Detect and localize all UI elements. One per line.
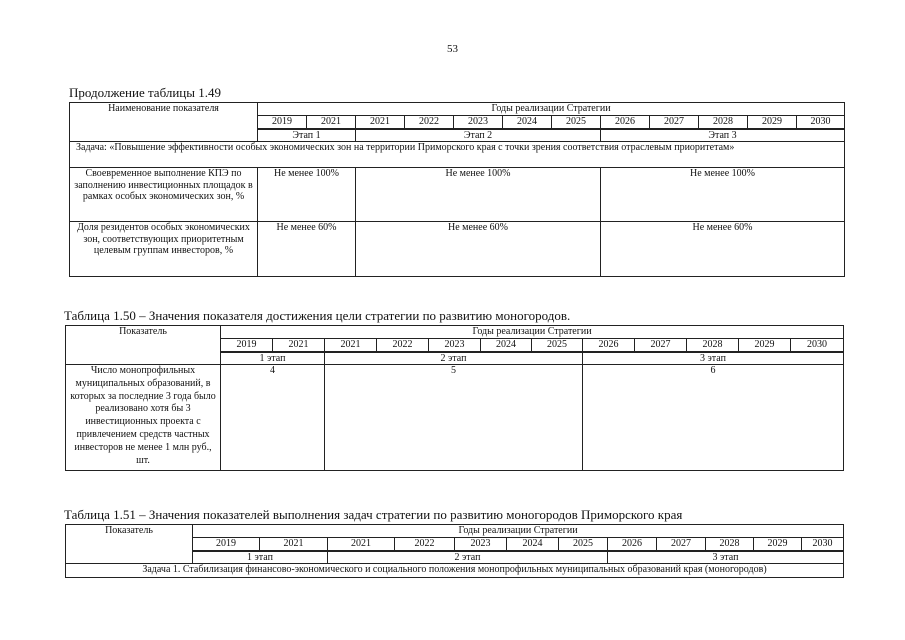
table-150-caption: Таблица 1.50 – Значения показателя достижения цели стратегии по развитию моногородов.	[64, 308, 571, 323]
value-cell: 6	[583, 365, 844, 471]
year-cell: 2021	[307, 116, 356, 129]
header-years: Годы реализации Стратегии	[193, 525, 844, 538]
year-cell: 2028	[706, 538, 754, 551]
stage-cell: Этап 2	[356, 129, 601, 142]
indicator-cell: Своевременное выполнение КПЭ по заполнению инвестиционных площадок в рамках особых экономических зон, %	[70, 168, 258, 222]
year-cell: 2026	[583, 339, 635, 352]
year-cell: 2027	[635, 339, 687, 352]
header-years: Годы реализации Стратегии	[221, 326, 844, 339]
header-years: Годы реализации Стратегии	[258, 103, 845, 116]
table-149-caption: Продолжение таблицы 1.49	[69, 85, 221, 100]
year-cell: 2024	[503, 116, 552, 129]
stage-cell: 3 этап	[583, 352, 844, 365]
value-cell: 5	[325, 365, 583, 471]
value-cell: 4	[221, 365, 325, 471]
year-cell: 2030	[797, 116, 845, 129]
page-number: 53	[447, 43, 458, 55]
year-cell: 2019	[221, 339, 273, 352]
year-cell: 2030	[802, 538, 844, 551]
stage-cell: Этап 1	[258, 129, 356, 142]
stage-cell: 2 этап	[325, 352, 583, 365]
value-cell: Не менее 100%	[356, 168, 601, 222]
year-cell: 2030	[791, 339, 844, 352]
value-cell: Не менее 100%	[258, 168, 356, 222]
year-cell: 2023	[429, 339, 481, 352]
task-row: Задача: «Повышение эффективности особых экономических зон на территории Приморского края с точки зрения соответствия отраслевым приоритетам»	[70, 142, 845, 168]
year-cell: 2022	[405, 116, 454, 129]
value-cell: Не менее 60%	[601, 222, 845, 277]
year-cell: 2023	[455, 538, 507, 551]
header-indicator: Наименование показателя	[70, 103, 258, 142]
table-150	[65, 325, 844, 471]
header-indicator: Показатель	[66, 326, 221, 365]
year-cell: 2025	[532, 339, 583, 352]
table-151-caption: Таблица 1.51 – Значения показателей выполнения задач стратегии по развитию моногородов Приморского края	[64, 507, 683, 522]
year-cell: 2029	[754, 538, 802, 551]
year-cell: 2025	[559, 538, 608, 551]
year-cell: 2026	[601, 116, 650, 129]
stage-cell: 1 этап	[221, 352, 325, 365]
year-cell: 2024	[507, 538, 559, 551]
year-cell: 2026	[608, 538, 657, 551]
table-151	[65, 524, 844, 578]
year-cell: 2029	[739, 339, 791, 352]
year-cell: 2024	[481, 339, 532, 352]
stage-cell: Этап 3	[601, 129, 845, 142]
value-cell: Не менее 60%	[356, 222, 601, 277]
year-cell: 2021	[328, 538, 395, 551]
table-149	[69, 102, 845, 277]
year-cell: 2028	[699, 116, 748, 129]
year-cell: 2019	[258, 116, 307, 129]
year-cell: 2022	[377, 339, 429, 352]
year-cell: 2021	[260, 538, 328, 551]
header-indicator: Показатель	[66, 525, 193, 564]
year-cell: 2027	[650, 116, 699, 129]
year-cell: 2027	[657, 538, 706, 551]
indicator-cell: Доля резидентов особых экономических зон, соответствующих приоритетным целевым группам инвесторов, %	[70, 222, 258, 277]
year-cell: 2025	[552, 116, 601, 129]
stage-cell: 1 этап	[193, 551, 328, 564]
indicator-cell: Число монопрофильных муниципальных образований, в которых за последние 3 года было реализовано хотя бы 3 инвестиционных проекта с привлечением средств частных инвесторов не менее 1 млн руб., шт.	[66, 365, 221, 471]
year-cell: 2028	[687, 339, 739, 352]
task-row: Задача 1. Стабилизация финансово-экономического и социального положения монопрофильных муниципальных образований края (моногородов)	[66, 564, 844, 578]
year-cell: 2021	[325, 339, 377, 352]
year-cell: 2029	[748, 116, 797, 129]
stage-cell: 3 этап	[608, 551, 844, 564]
value-cell: Не менее 100%	[601, 168, 845, 222]
stage-cell: 2 этап	[328, 551, 608, 564]
year-cell: 2021	[356, 116, 405, 129]
year-cell: 2022	[395, 538, 455, 551]
value-cell: Не менее 60%	[258, 222, 356, 277]
year-cell: 2021	[273, 339, 325, 352]
year-cell: 2023	[454, 116, 503, 129]
year-cell: 2019	[193, 538, 260, 551]
